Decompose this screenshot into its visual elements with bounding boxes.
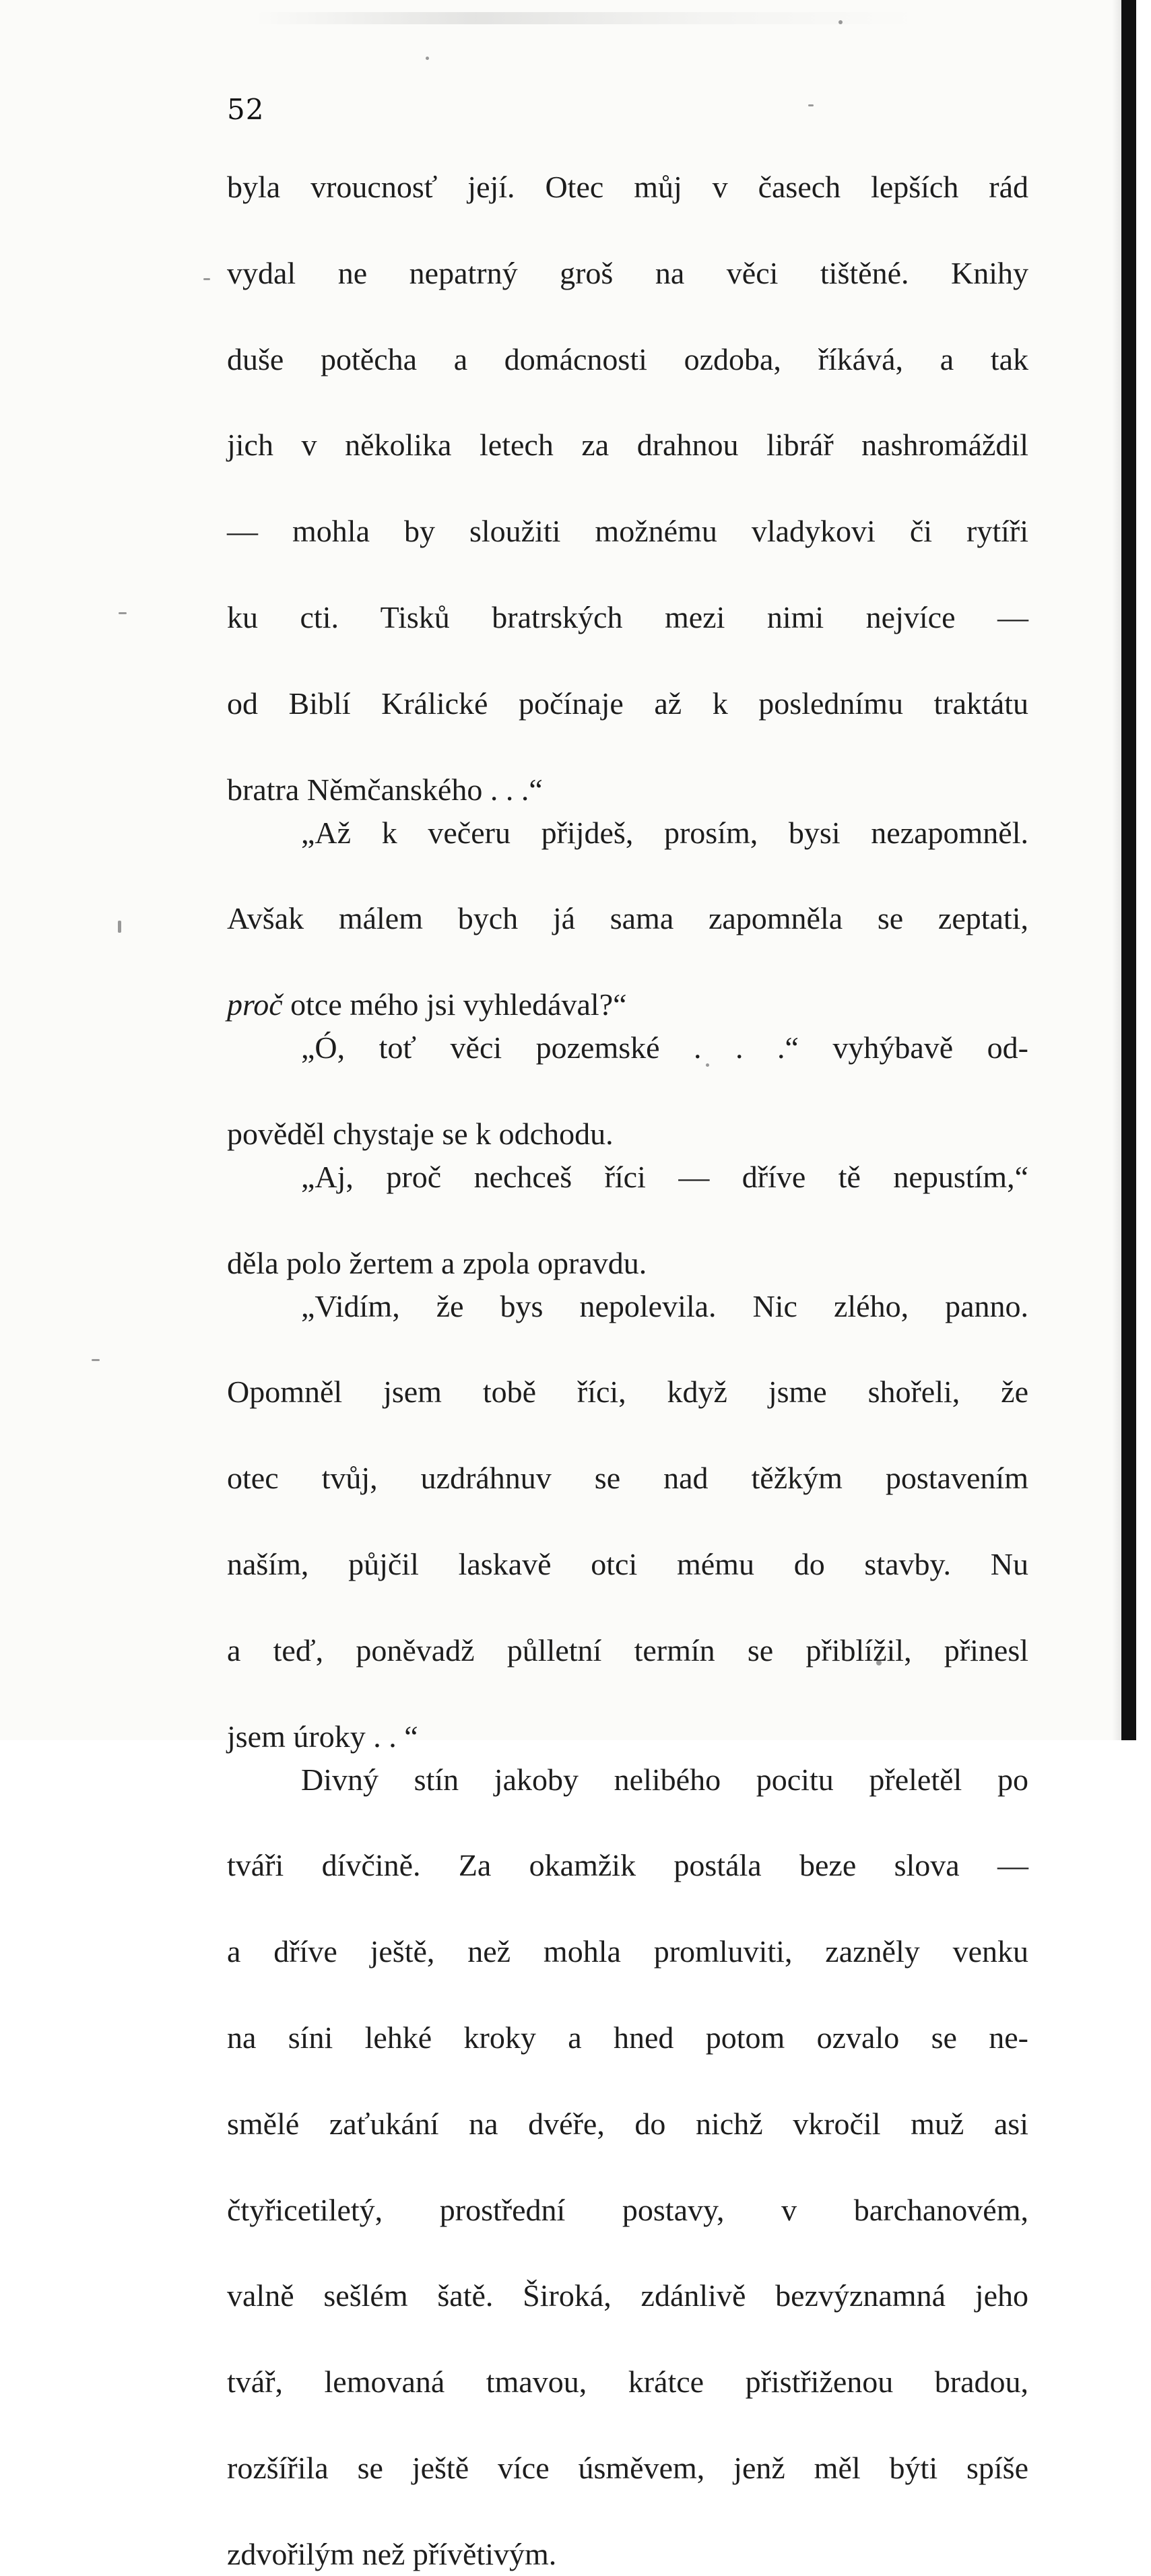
text-line: byla vroucnosť její. Otec můj v časech lepších rád — [227, 170, 1028, 204]
text-line: čtyřicetiletý, prostřední postavy, v barchanovém, — [227, 2192, 1028, 2227]
text-line: naším, půjčil laskavě otci mému do stavby. Nu — [227, 1547, 1028, 1581]
scan-speck — [92, 1359, 100, 1361]
text-line: jsem úroky . . “ — [227, 1719, 418, 1754]
text-line: Opomněl jsem tobě říci, když jsme shořeli, že — [227, 1375, 1028, 1410]
scan-speck — [119, 612, 127, 614]
text-line: a teď, poněvadž půlletní termín se přiblížil, přinesl — [227, 1632, 1028, 1667]
page-edge-shadow — [1112, 0, 1121, 1740]
body-text — [227, 166, 1028, 2576]
text-line: vydal ne nepatrný groš na věci tištěné. Knihy — [227, 255, 1028, 290]
text-line: tváři dívčině. Za okamžik postála beze slova — — [227, 1848, 1028, 1883]
scan-speck — [426, 57, 429, 60]
text-line: „Aj, proč nechceš říci — dříve tě nepustím,“ — [301, 1159, 1028, 1194]
text-line: pověděl chystaje se k odchodu. — [227, 1116, 614, 1151]
text-line: valně sešlém šatě. Široká, zdánlivě bezvýznamná jeho — [227, 2278, 1028, 2313]
italic-word: proč — [227, 987, 283, 1022]
text-line: děla polo žertem a zpola opravdu. — [227, 1245, 647, 1280]
text-line: smělé zaťukání na dvéře, do nichž vkročil muž asi — [227, 2106, 1028, 2141]
text-line: Avšak málem bych já sama zapomněla se zeptati, — [227, 901, 1028, 936]
text-line: zdvořilým než přívětivým. — [227, 2536, 557, 2571]
scan-smudge — [256, 12, 916, 24]
text-line: „Ó, toť věci pozemské . . .“ vyhýbavě od- — [301, 1030, 1028, 1065]
page-number: 52 — [227, 93, 265, 126]
text-line: tvář, lemovaná tmavou, krátce přistřiženou bradou, — [227, 2365, 1028, 2400]
text-line: duše potěcha a domácnosti ozdoba, říkává, a tak — [227, 341, 1028, 376]
scan-speck — [808, 104, 814, 106]
scan-speck — [203, 278, 210, 280]
text-line: — mohla by sloužiti možnému vladykovi či rytíři — [227, 514, 1028, 549]
text-line: jich v několika letech za drahnou librář nashromáždil — [227, 428, 1028, 463]
text-line: ku cti. Tisků bratrských mezi nimi nejvíce — — [227, 600, 1028, 635]
scan-speck — [118, 921, 121, 933]
text-line: otec tvůj, uzdráhnuv se nad těžkým postavením — [227, 1461, 1028, 1496]
text-line: Divný stín jakoby nelibého pocitu přeletěl po — [301, 1762, 1028, 1797]
text-line: „Až k večeru přijdeš, prosím, bysi nezapomněl. — [301, 815, 1028, 850]
text-line — [227, 983, 1028, 1026]
text-line: rozšířila se ještě více úsměvem, jenž měl býti spíše — [227, 2451, 1028, 2486]
text-segment: otce mého jsi vyhledával?“ — [290, 987, 627, 1022]
text-line: a dříve ještě, než mohla promluviti, zazněly venku — [227, 1934, 1028, 1969]
scan-border — [1121, 0, 1136, 1740]
text-line: bratra Němčanského . . .“ — [227, 772, 543, 807]
text-line: „Vidím, že bys nepolevila. Nic zlého, panno. — [301, 1288, 1028, 1323]
text-line: na síni lehké kroky a hned potom ozvalo se ne- — [227, 2020, 1028, 2055]
text-line: od Biblí Králické počínaje až k poslednímu traktátu — [227, 686, 1028, 721]
scan-speck — [838, 20, 843, 24]
